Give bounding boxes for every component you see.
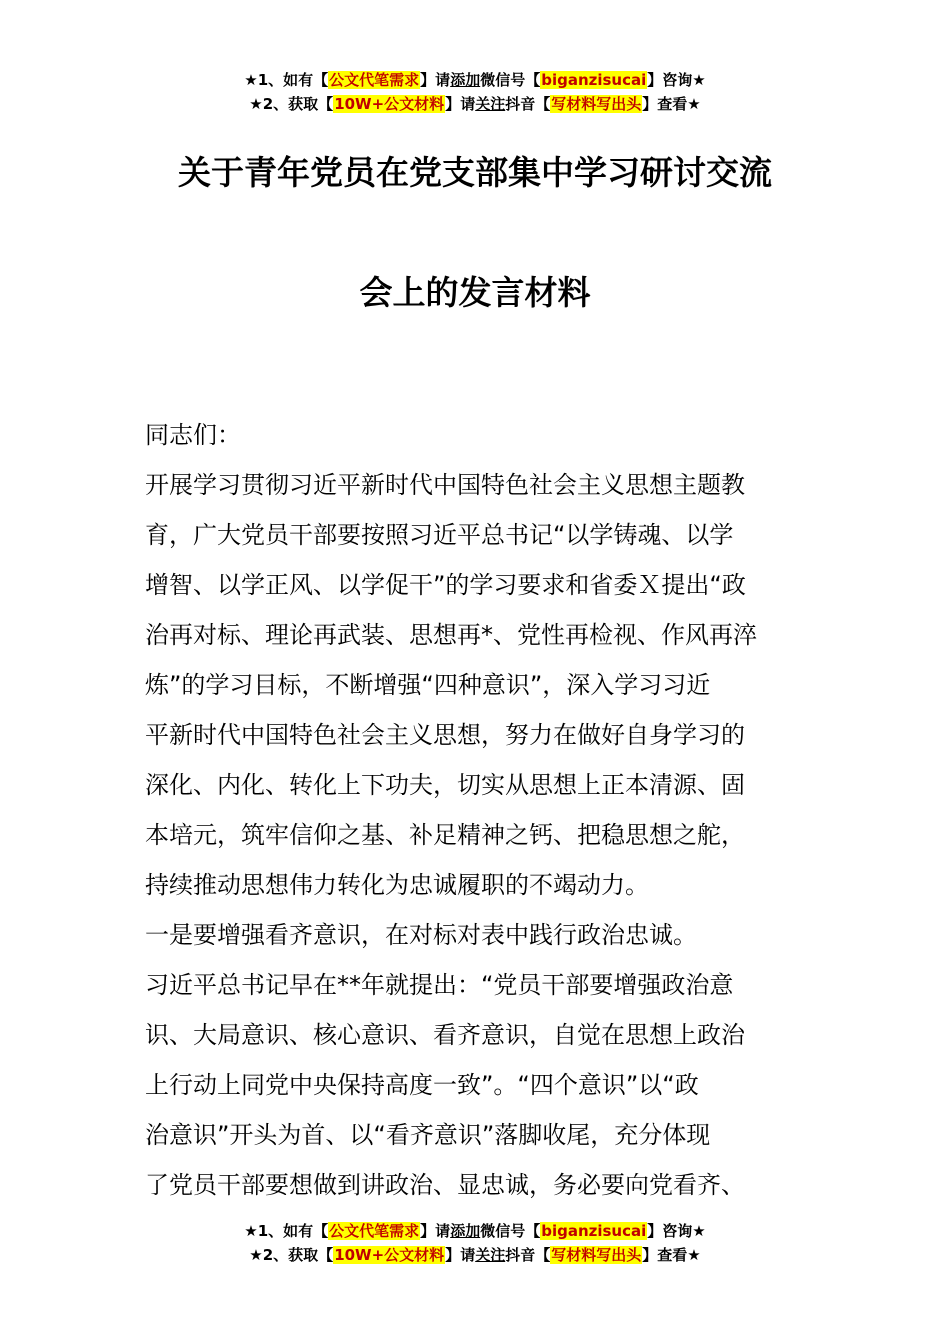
footer-banner bbox=[0, 1220, 950, 1268]
body-line: 本培元，筑牢信仰之基、补足精神之钙、把稳思想之舵， bbox=[145, 821, 745, 849]
footer-line-2-mid-2: 抖音【 bbox=[505, 1246, 551, 1264]
body-line: 上行动上同党中央保持高度一致”。“四个意识”以“政 bbox=[145, 1071, 699, 1099]
footer-line-1-suffix: 】咨询★ bbox=[647, 1222, 706, 1240]
body-line: 开展学习贯彻习近平新时代中国特色社会主义思想主题教 bbox=[145, 471, 745, 499]
footer-line-2-mid: 】请 bbox=[445, 1246, 476, 1264]
banner-line-1-prefix: ★1、如有【 bbox=[244, 71, 329, 89]
banner-line-2-highlight-douyin: 写材料写出头 bbox=[551, 95, 642, 113]
footer-line-2-highlight-materials: 10W+公文材料 bbox=[334, 1246, 445, 1264]
banner-line-2 bbox=[0, 93, 950, 117]
banner-line-1-underline: 添加 bbox=[450, 71, 481, 89]
banner-line-1 bbox=[0, 69, 950, 93]
banner-line-1-mid-2: 微信号【 bbox=[480, 71, 541, 89]
body-line: 持续推动思想伟力转化为忠诚履职的不竭动力。 bbox=[145, 871, 649, 899]
body-line: 习近平总书记早在**年就提出：“党员干部要增强政治意 bbox=[145, 971, 734, 999]
body-line: 识、大局意识、核心意识、看齐意识，自觉在思想上政治 bbox=[145, 1021, 745, 1049]
banner-line-1-mid: 】请 bbox=[420, 71, 451, 89]
document-title-line-1: 关于青年党员在党支部集中学习研讨交流 bbox=[178, 153, 772, 192]
body-line: 了党员干部要想做到讲政治、显忠诚，务必要向党看齐、 bbox=[145, 1171, 745, 1199]
footer-line-1-prefix: ★1、如有【 bbox=[244, 1222, 329, 1240]
salutation-text: 同志们： bbox=[145, 421, 241, 449]
footer-line-1-highlight-wechat: biganzisucai bbox=[541, 1222, 647, 1240]
salutation bbox=[145, 410, 810, 460]
body-line: 育，广大党员干部要按照习近平总书记“以学铸魂、以学 bbox=[145, 521, 734, 549]
banner-line-1-highlight-service: 公文代笔需求 bbox=[329, 71, 420, 89]
footer-line-2-suffix: 】查看★ bbox=[642, 1246, 701, 1264]
footer-line-2-highlight-douyin: 写材料写出头 bbox=[551, 1246, 642, 1264]
banner-line-2-mid-2: 抖音【 bbox=[505, 95, 551, 113]
banner-line-1-suffix: 】咨询★ bbox=[647, 71, 706, 89]
body-line: 炼”的学习目标，不断增强“四种意识”，深入学习习近 bbox=[145, 671, 711, 699]
body-line: 深化、内化、转化上下功夫，切实从思想上正本清源、固 bbox=[145, 771, 745, 799]
footer-line-1-mid: 】请 bbox=[420, 1222, 451, 1240]
footer-line-2-underline: 关注 bbox=[475, 1246, 506, 1264]
footer-line-1-mid-2: 微信号【 bbox=[480, 1222, 541, 1240]
footer-line-1-highlight-service: 公文代笔需求 bbox=[329, 1222, 420, 1240]
body-line: 平新时代中国特色社会主义思想，努力在做好自身学习的 bbox=[145, 721, 745, 749]
body-line: 治再对标、理论再武装、思想再*、党性再检视、作风再淬 bbox=[145, 621, 757, 649]
footer-banner-line-2 bbox=[0, 1244, 950, 1268]
footer-line-2-prefix: ★2、获取【 bbox=[249, 1246, 334, 1264]
banner-line-1-highlight-wechat: biganzisucai bbox=[541, 71, 647, 89]
banner-line-2-underline: 关注 bbox=[475, 95, 506, 113]
header-banner bbox=[0, 69, 950, 117]
footer-banner-line-1 bbox=[0, 1220, 950, 1244]
banner-line-2-prefix: ★2、获取【 bbox=[249, 95, 334, 113]
footer-line-1-underline: 添加 bbox=[450, 1222, 481, 1240]
banner-line-2-highlight-materials: 10W+公文材料 bbox=[334, 95, 445, 113]
body-line: 增智、以学正风、以学促干”的学习要求和省委Ｘ提出“政 bbox=[145, 571, 746, 599]
section-heading-line: 一是要增强看齐意识，在对标对表中践行政治忠诚。 bbox=[145, 921, 697, 949]
body-line: 治意识”开头为首、以“看齐意识”落脚收尾，充分体现 bbox=[145, 1121, 711, 1149]
banner-line-2-suffix: 】查看★ bbox=[642, 95, 701, 113]
document-title-line-2: 会上的发言材料 bbox=[359, 273, 591, 312]
document-body bbox=[145, 460, 810, 1210]
banner-line-2-mid: 】请 bbox=[445, 95, 476, 113]
